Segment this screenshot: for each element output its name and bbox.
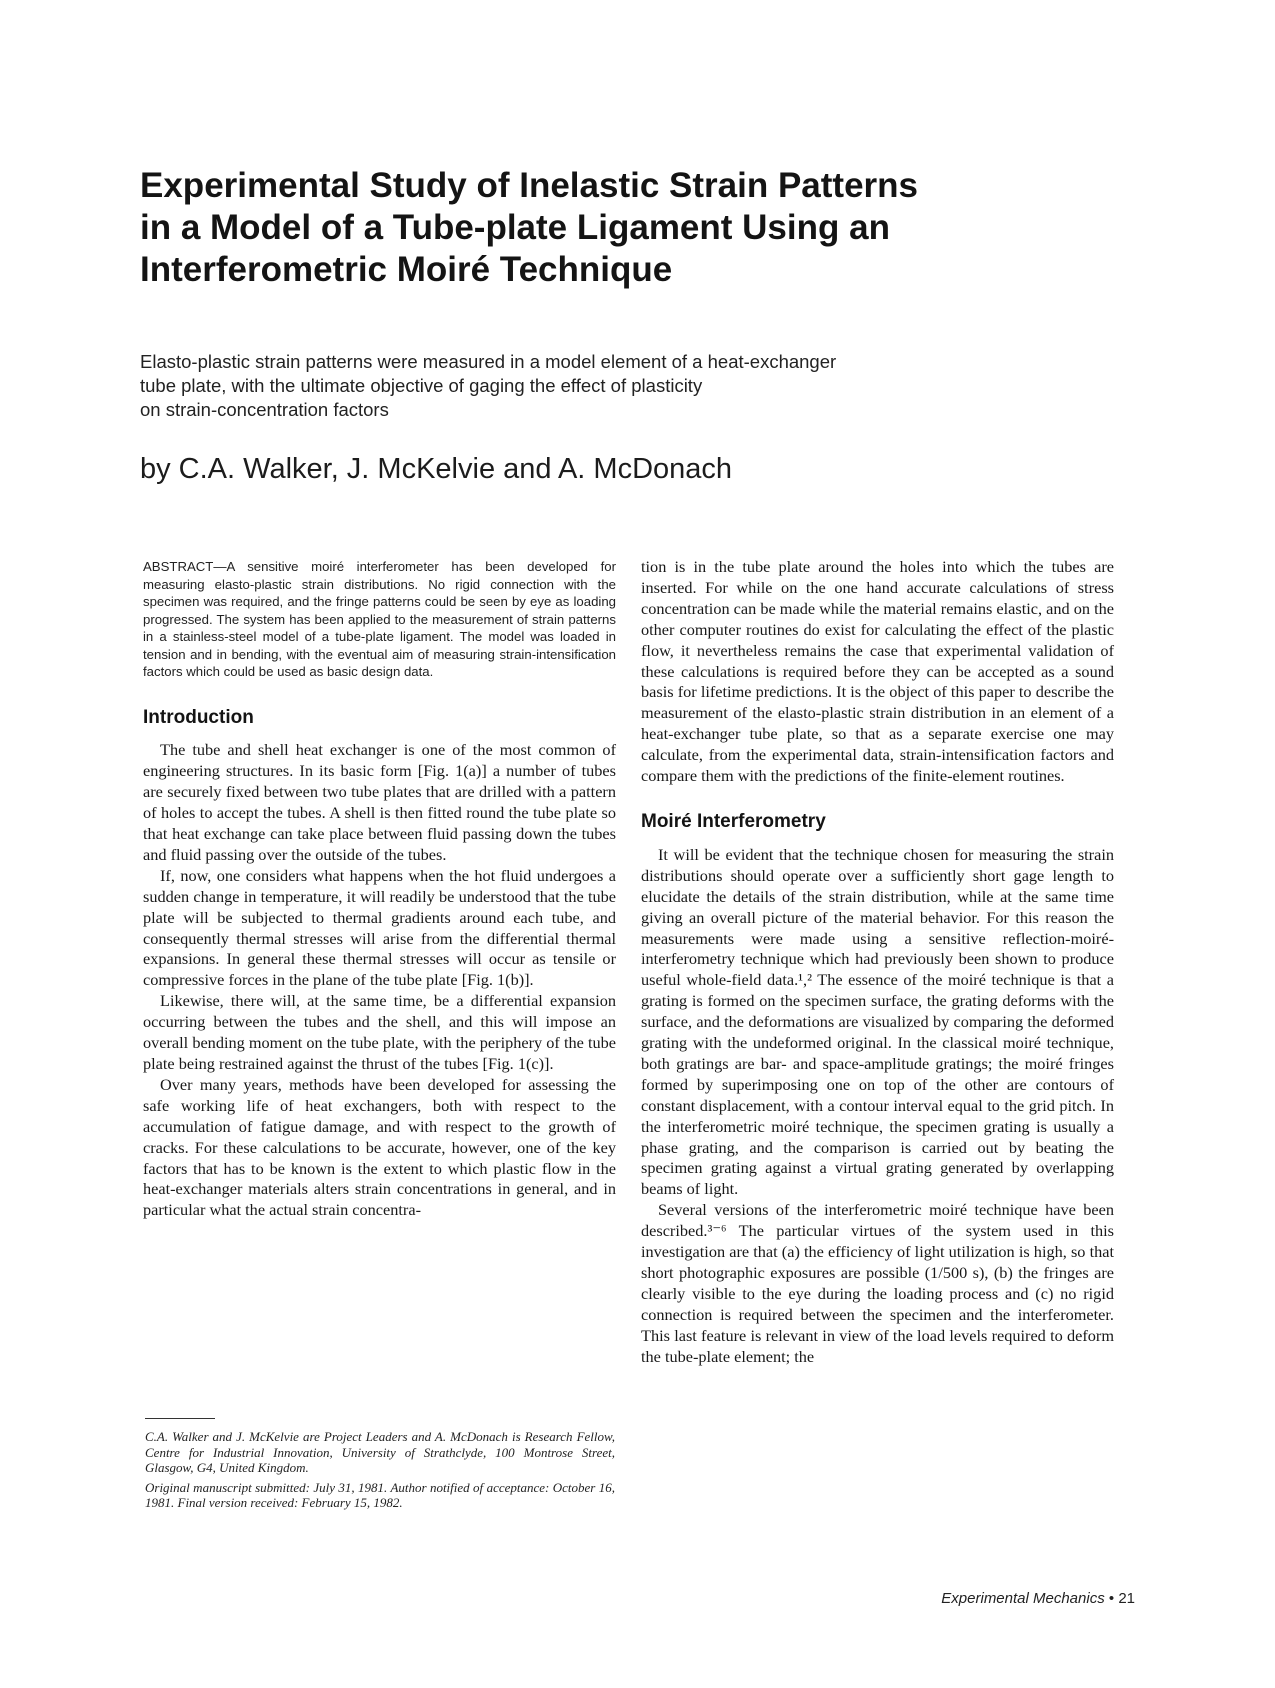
right-column: [641, 557, 1114, 1368]
subtitle-line: Elasto-plastic strain patterns were measured in a model element of a heat-exchanger: [140, 351, 837, 372]
body-paragraph: Several versions of the interferometric moiré technique have been described.³⁻⁶ The particular virtues of the system used in this investigation are that (a) the efficiency of light utilization is high, so that short photographic exposures are possible (1/500 s), (b) the fringes are clearly visible to the eye during the loading process and (c) no rigid connection is required between the specimen and the interferometer. This last feature is relevant in view of the load levels required to deform the tube-plate element; the: [641, 1200, 1114, 1366]
body-paragraph: If, now, one considers what happens when the hot fluid undergoes a sudden change in temperature, it will readily be understood that the tube plate will be subjected to thermal gradients around each tube, and consequently thermal stresses will arise from the differential thermal expansions. In general these thermal stresses will occur as tensile or compressive forces in the plane of the tube plate [Fig. 1(b)].: [143, 865, 616, 990]
title-line: Experimental Study of Inelastic Strain Patterns: [140, 166, 918, 205]
body-paragraph: It will be evident that the technique chosen for measuring the strain distributions should operate over a sufficiently short gage length to elucidate the details of the strain distribution, while at the same time giving an overall picture of the material behavior. For this reason the measurements were made using a sensitive reflection-moiré-interferometry technique which had previously been shown to produce useful whole-field data.¹,² The essence of the moiré technique is that a grating is formed on the specimen surface, the grating deforms with the surface, and the deformations are visualized by comparing the deformed grating with the undeformed original. In the classical moiré technique, both gratings are bar- and space-amplitude gratings; the moiré fringes formed by superimposing one on top of the other are contours of constant displacement, with a contour interval equal to the grid pitch. In the interferometric moiré technique, the specimen grating is usually a phase grating, and the comparison is carried out by beating the specimen grating against a virtual grating generated by overlapping beams of light.: [641, 844, 1114, 1199]
section-heading-moire-interferometry: Moiré Interferometry: [641, 810, 826, 832]
footnotes: [145, 1418, 615, 1515]
left-column: [143, 558, 616, 1221]
title-line: in a Model of a Tube-plate Ligament Using an: [140, 208, 890, 247]
body-paragraph: Likewise, there will, at the same time, be a differential expansion occurring between the tubes and the shell, and this will impose an overall bending moment on the tube plate, with the periphery of the tube plate being restrained against the thrust of the tubes [Fig. 1(c)].: [143, 991, 616, 1073]
body-paragraph: Over many years, methods have been developed for assessing the safe working life of heat exchangers, both with respect to the accumulation of fatigue damage, and with respect to the growth of cracks. For these calculations to be accurate, however, one of the key factors that has to be known is the extent to which plastic flow in the heat-exchanger materials alters strain concentrations in general, and in particular what the actual strain concentra-: [143, 1074, 616, 1220]
section-heading-introduction: Introduction: [143, 706, 254, 728]
footer-bullet: •: [1108, 1590, 1115, 1607]
title-line: Interferometric Moiré Technique: [140, 250, 673, 289]
abstract: ABSTRACT—A sensitive moiré interferometer has been developed for measuring elasto-plastic strain distributions. No rigid connection with the specimen was required, and the fringe patterns could be seen by eye as loading progressed. The system has been applied to the measurement of strain patterns in a stainless-steel model of a tube-plate ligament. The model was loaded in tension and in bending, with the eventual aim of measuring strain-intensification factors which could be used as basic design data.: [143, 559, 616, 679]
page-footer: [941, 1590, 1135, 1607]
author-byline: by C.A. Walker, J. McKelvie and A. McDonach: [140, 453, 733, 485]
paper-subtitle: [140, 350, 1040, 422]
footnote-affiliation: C.A. Walker and J. McKelvie are Project Leaders and A. McDonach is Research Fellow, Centre for Industrial Innovation, University of Strathclyde, 100 Montrose Street, Glasgow, G4, United Kingdom.: [145, 1429, 615, 1475]
body-paragraph-continued: tion is in the tube plate around the holes into which the tubes are inserted. For while on the one hand accurate calculations of stress concentration can be made while the material remains elastic, and on the other computer routines do exist for calculating the effect of the plastic flow, it nevertheless remains the case that experimental validation of these calculations is required before they can be accepted as a sound basis for lifetime predictions. It is the object of this paper to describe the measurement of the elasto-plastic strain distribution in an element of a heat-exchanger tube plate, so that as a separate exercise one may calculate, from the experimental data, strain-intensification factors and compare them with the predictions of the finite-element routines.: [641, 557, 1114, 786]
footnote-rule: [145, 1418, 215, 1419]
body-paragraph: The tube and shell heat exchanger is one of the most common of engineering structures. In its basic form [Fig. 1(a)] a number of tubes are securely fixed between two tube plates that are drilled with a pattern of holes to accept the tubes. A shell is then fitted round the tube plate so that heat exchange can take place between fluid passing down the tubes and fluid passing over the outside of the tubes.: [143, 740, 616, 864]
subtitle-line: on strain-concentration factors: [140, 399, 389, 420]
paper-title: [140, 165, 1140, 291]
page-number: 21: [1118, 1590, 1135, 1607]
journal-name: Experimental Mechanics: [941, 1590, 1105, 1607]
subtitle-line: tube plate, with the ultimate objective of gaging the effect of plasticity: [140, 375, 703, 396]
footnote-dates: Original manuscript submitted: July 31, 1981. Author notified of acceptance: October 16, 1981. Final version received: February 15, 1982.: [145, 1479, 615, 1510]
